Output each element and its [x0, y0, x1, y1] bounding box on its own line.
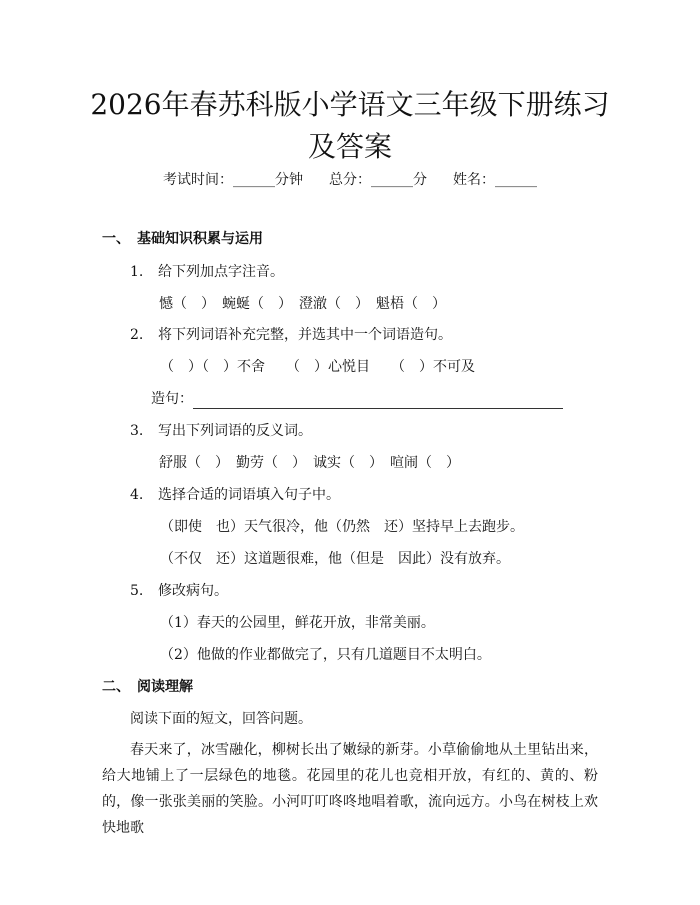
question-4: [130, 485, 340, 505]
question-1-items: 憾（ ） 蜿蜒（ ） 澄澈（ ） 魁梧（ ）: [159, 296, 446, 312]
question-4-line-1: （即使 也）天气很冷，他（仍然 还）坚持早上去跑步。: [160, 519, 524, 535]
question-4-line-2: （不仅 还）这道题很难，他（但是 因此）没有放弃。: [160, 551, 510, 567]
exam-info-row: [0, 170, 700, 190]
question-3-number: 3.: [130, 423, 144, 439]
question-5-number: 5.: [130, 583, 144, 599]
question-2-items: （ ）（ ）不舍 （ ）心悦目 （ ）不可及: [160, 359, 475, 375]
question-3-items: 舒服（ ） 勤劳（ ） 诚实（ ） 喧闹（ ）: [159, 455, 460, 471]
question-1-prompt: 给下列加点字注音。: [158, 264, 284, 280]
sentence-label: 造句：: [151, 391, 193, 407]
section-1-heading: 一、 基础知识积累与运用: [102, 231, 263, 247]
question-3-prompt: 写出下列词语的反义词。: [158, 423, 312, 439]
question-1: [130, 262, 284, 282]
question-4-number: 4.: [130, 487, 144, 503]
question-2-prompt: 将下列词语补充完整，并选其中一个词语造句。: [158, 327, 452, 343]
question-5: [130, 581, 228, 601]
question-2-sentence-line: [151, 389, 563, 409]
student-name-field: 姓名：______: [453, 172, 537, 188]
question-5-line-2: （2）他做的作业都做完了，只有几道题目不太明白。: [160, 647, 491, 663]
sentence-blank: [193, 393, 563, 409]
question-3: [130, 421, 312, 441]
question-4-prompt: 选择合适的词语填入句子中。: [158, 487, 340, 503]
reading-instruction: 阅读下面的短文，回答问题。: [130, 711, 312, 727]
section-2-heading: 二、 阅读理解: [102, 679, 193, 695]
question-2-number: 2.: [130, 327, 144, 343]
question-1-number: 1.: [130, 264, 144, 280]
total-score-field: 总分：______分: [329, 172, 427, 188]
reading-passage: 春天来了，冰雪融化，柳树长出了嫩绿的新芽。小草偷偷地从土里钻出来，给大地铺上了一层绿色的地毯。花园里的花儿也竞相开放，有红的、黄的、粉的，像一张张美丽的笑脸。小河叮叮咚咚地唱着歌，流向远方。小鸟在树枝上欢快地歌: [102, 742, 598, 836]
question-5-prompt: 修改病句。: [158, 583, 228, 599]
question-2: [130, 325, 452, 345]
document-title: 2026年春苏科版小学语文三年级下册练习及答案: [90, 88, 610, 163]
question-5-line-1: （1）春天的公园里，鲜花开放，非常美丽。: [160, 615, 435, 631]
exam-time-field: 考试时间：______分钟: [163, 172, 303, 188]
